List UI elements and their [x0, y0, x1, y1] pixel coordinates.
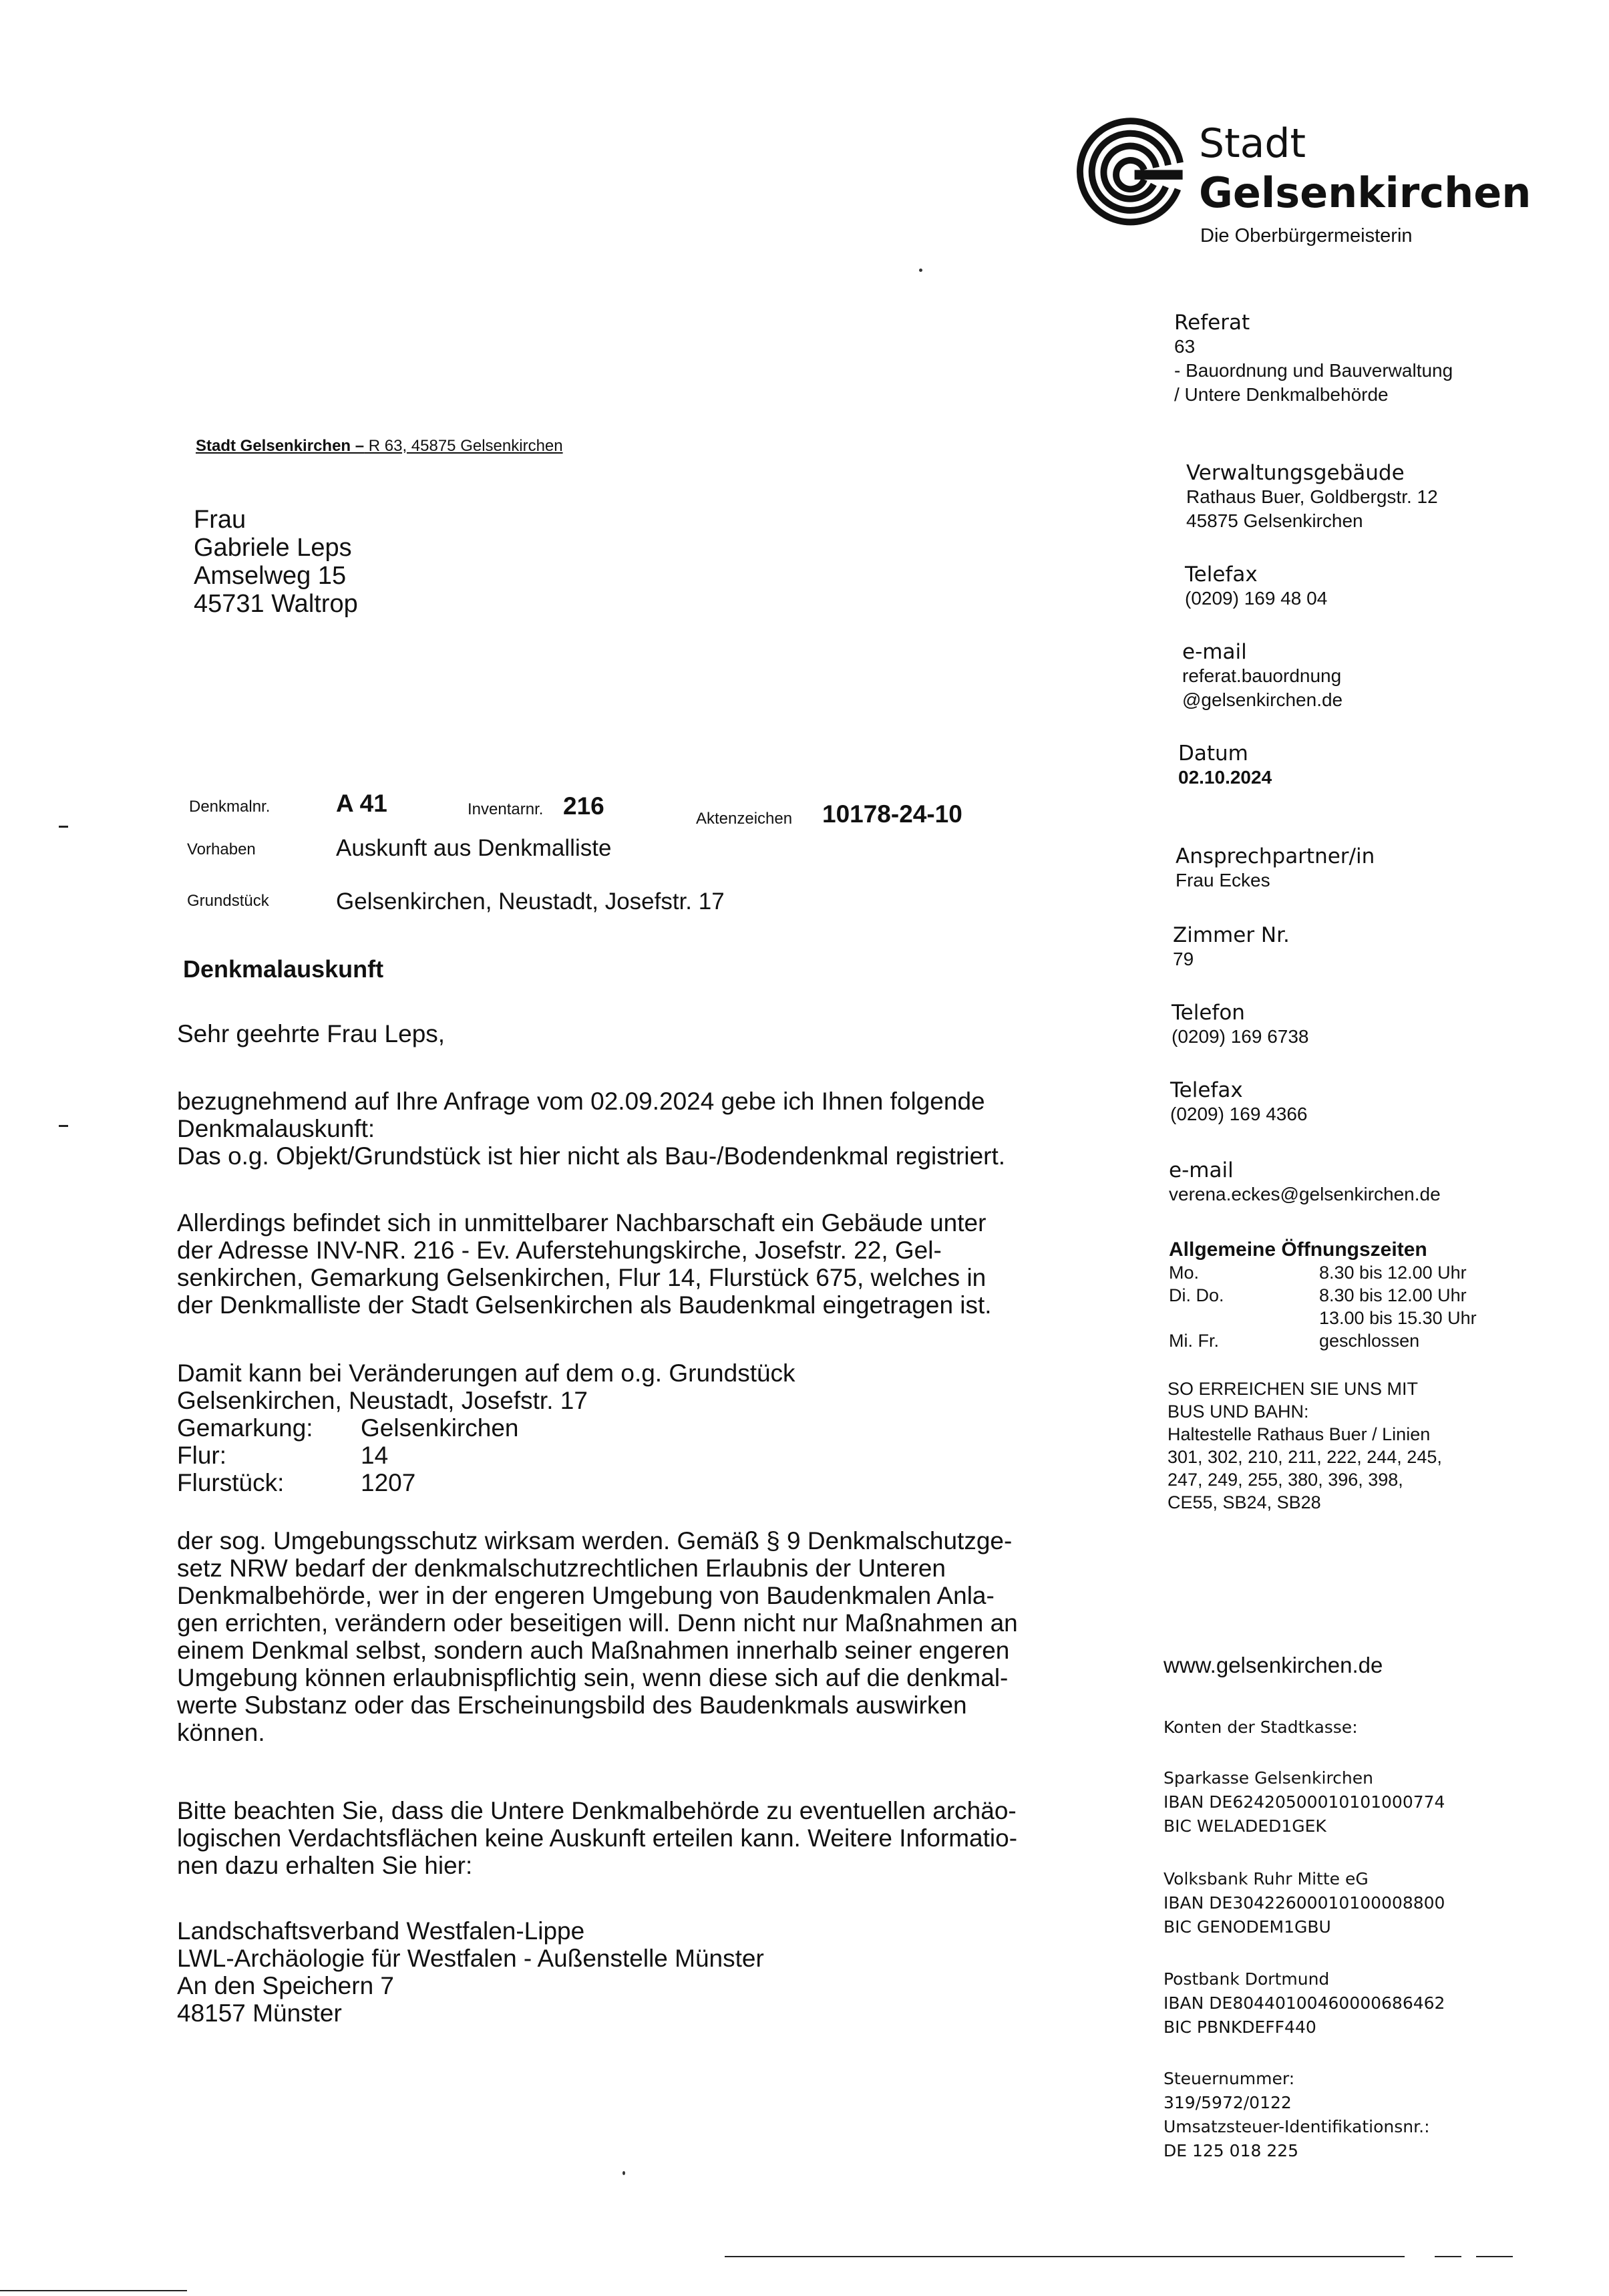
subject-heading: Denkmalauskunft: [183, 955, 384, 983]
text-line: Allerdings befindet sich in unmittelbarer Nachbarschaft ein Gebäude unter: [177, 1209, 987, 1237]
sidebar-contact: [1176, 844, 1375, 892]
text-line: nen dazu erhalten Sie hier:: [177, 1852, 473, 1879]
paragraph-1: [177, 1088, 1069, 1170]
sidebar-fax1: [1185, 562, 1327, 611]
sidebar-room: [1173, 923, 1290, 971]
bottom-rule: [0, 2290, 187, 2291]
email-label: e-mail: [1182, 640, 1247, 664]
address-line: LWL-Archäologie für Westfalen - Außenstelle Münster: [177, 1945, 764, 1972]
transit-line: CE55, SB24, SB28: [1168, 1492, 1321, 1512]
contact-label: Ansprechpartner/in: [1176, 844, 1375, 868]
parcel-row: [177, 1442, 1069, 1469]
sidebar-building: [1186, 461, 1438, 533]
bank-name: Postbank Dortmund: [1164, 1969, 1330, 1989]
date-label: Datum: [1178, 742, 1248, 766]
logo-city-name: Gelsenkirchen: [1199, 168, 1532, 217]
text-line: der sog. Umgebungsschutz wirksam werden. Gemäß § 9 Denkmalschutzge-: [177, 1527, 1013, 1554]
denkmalnr-label: Denkmalnr.: [189, 798, 271, 816]
email-line: @gelsenkirchen.de: [1182, 689, 1343, 710]
text-line: der Adresse INV-NR. 216 - Ev. Auferstehungskirche, Josefstr. 22, Gel-: [177, 1237, 942, 1264]
bank-sparkasse: [1164, 1766, 1445, 1838]
opening-hours: [1169, 1239, 1477, 1352]
room-label: Zimmer Nr.: [1173, 923, 1290, 947]
aktenzeichen-label: Aktenzeichen: [696, 810, 793, 828]
tax-label: Steuernummer:: [1164, 2069, 1295, 2088]
city-logo-icon: [1072, 112, 1192, 232]
inventarnr-value: 216: [563, 792, 604, 820]
hours-time: 8.30 bis 12.00 Uhr: [1319, 1263, 1467, 1283]
hours-time: geschlossen: [1319, 1331, 1420, 1351]
date-value: 02.10.2024: [1178, 767, 1272, 788]
bank-iban: IBAN DE80440100460000686462: [1164, 1993, 1445, 2013]
bottom-rule: [1476, 2256, 1513, 2257]
bank-iban: IBAN DE30422600010100008800: [1164, 1893, 1445, 1913]
recipient-line: Frau: [194, 506, 246, 534]
bank-iban: IBAN DE62420500010101000774: [1164, 1792, 1445, 1812]
fax-value: (0209) 169 48 04: [1185, 588, 1328, 609]
denkmalnr-value: A 41: [336, 790, 387, 817]
logo-stadt: Stadt: [1199, 120, 1306, 167]
grundstueck-value: Gelsenkirchen, Neustadt, Josefstr. 17: [336, 888, 725, 915]
text-line: logischen Verdachtsflächen keine Auskunft erteilen kann. Weitere Informatio-: [177, 1824, 1018, 1852]
hours-time: 8.30 bis 12.00 Uhr: [1319, 1285, 1467, 1305]
hours-row: [1169, 1307, 1477, 1329]
fold-mark: [59, 826, 68, 828]
bank-bic: BIC WELADED1GEK: [1164, 1816, 1326, 1836]
parcel-key: Flur:: [177, 1442, 226, 1469]
email-label: e-mail: [1169, 1158, 1234, 1182]
text-line: der Denkmalliste der Stadt Gelsenkirchen als Baudenkmal eingetragen ist.: [177, 1291, 992, 1319]
referat-line: - Bauordnung und Bauverwaltung: [1174, 360, 1453, 381]
sender-rest: R 63, 45875 Gelsenkirchen: [364, 437, 563, 455]
text-line: Damit kann bei Veränderungen auf dem o.g. Grundstück: [177, 1359, 795, 1387]
transit-info: [1168, 1377, 1528, 1514]
bank-postbank: [1164, 1967, 1445, 2039]
sidebar-date: [1178, 742, 1272, 790]
transit-line: 301, 302, 210, 211, 222, 244, 245,: [1168, 1447, 1442, 1467]
text-line: einem Denkmal selbst, sondern auch Maßnahmen innerhalb seiner engeren: [177, 1637, 1010, 1664]
hours-day: Mo.: [1169, 1263, 1200, 1283]
fax-label: Telefax: [1170, 1078, 1243, 1102]
recipient-line: Gabriele Leps: [194, 534, 352, 562]
transit-line: SO ERREICHEN SIE UNS MIT: [1168, 1379, 1419, 1399]
logo-text: [1199, 120, 1531, 253]
parcel-value: 1207: [361, 1469, 416, 1496]
hours-title: Allgemeine Öffnungszeiten: [1169, 1239, 1427, 1261]
transit-line: BUS UND BAHN:: [1168, 1402, 1309, 1422]
scan-speck: [622, 2171, 625, 2175]
parcel-row: [177, 1469, 1069, 1496]
vorhaben-label: Vorhaben: [187, 840, 256, 858]
building-line: 45875 Gelsenkirchen: [1186, 510, 1363, 531]
vat-value: DE 125 018 225: [1164, 2141, 1299, 2160]
parcel-key: Flurstück:: [177, 1469, 285, 1496]
text-line: Das o.g. Objekt/Grundstück ist hier nicht als Bau-/Bodendenkmal registriert.: [177, 1142, 1006, 1170]
recipient-address: [194, 506, 358, 618]
bank-bic: BIC PBNKDEFF440: [1164, 2017, 1316, 2037]
tax-value: 319/5972/0122: [1164, 2093, 1292, 2112]
konten-label: Konten der Stadtkasse:: [1164, 1717, 1358, 1737]
phone-label: Telefon: [1172, 1001, 1245, 1025]
bottom-rule: [725, 2256, 1405, 2257]
text-line: Gelsenkirchen, Neustadt, Josefstr. 17: [177, 1387, 588, 1414]
hours-row: [1169, 1261, 1477, 1284]
parcel-value: Gelsenkirchen: [361, 1414, 519, 1442]
text-line: Denkmalbehörde, wer in der engeren Umgebung von Baudenkmalen Anla-: [177, 1582, 995, 1609]
paragraph-5: [177, 1797, 1069, 1879]
hours-table: [1169, 1261, 1477, 1352]
text-line: Bitte beachten Sie, dass die Untere Denkmalbehörde zu eventuellen archäo-: [177, 1797, 1017, 1824]
phone-value: (0209) 169 6738: [1172, 1026, 1309, 1047]
hours-day: [1169, 1307, 1319, 1329]
text-line: setz NRW bedarf der denkmalschutzrechtlichen Erlaubnis der Unteren: [177, 1554, 946, 1582]
sidebar-phone: [1172, 1001, 1309, 1049]
bank-name: Sparkasse Gelsenkirchen: [1164, 1768, 1373, 1788]
grundstueck-label: Grundstück: [187, 892, 269, 910]
bank-name: Volksbank Ruhr Mitte eG: [1164, 1869, 1369, 1889]
vat-label: Umsatzsteuer-Identifikationsnr.:: [1164, 2117, 1430, 2136]
text-line: können.: [177, 1719, 265, 1746]
aktenzeichen-value: 10178-24-10: [822, 800, 962, 828]
bank-volksbank: [1164, 1867, 1445, 1939]
logo-subtitle: Die Oberbürgermeisterin: [1200, 225, 1413, 247]
lwl-address: [177, 1917, 1069, 2027]
room-value: 79: [1173, 949, 1194, 969]
referat-line: 63: [1174, 336, 1196, 357]
paragraph-2: [177, 1209, 1069, 1319]
paragraph-4: [177, 1527, 1069, 1746]
email-value: verena.eckes@gelsenkirchen.de: [1169, 1184, 1441, 1204]
transit-line: Haltestelle Rathaus Buer / Linien: [1168, 1424, 1431, 1444]
text-line: gen errichten, verändern oder beseitigen will. Denn nicht nur Maßnahmen an: [177, 1609, 1018, 1637]
fold-mark: [59, 1125, 68, 1127]
sender-bold: Stadt Gelsenkirchen –: [196, 437, 365, 455]
bank-bic: BIC GENODEM1GBU: [1164, 1917, 1331, 1937]
building-label: Verwaltungsgebäude: [1186, 461, 1405, 485]
referat-line: / Untere Denkmalbehörde: [1174, 384, 1389, 405]
hours-row: [1169, 1284, 1477, 1307]
sidebar-email1: [1182, 640, 1343, 712]
sender-return-address: [196, 437, 563, 456]
fax-label: Telefax: [1185, 562, 1258, 587]
hours-row: [1169, 1329, 1477, 1352]
email-line: referat.bauordnung: [1182, 665, 1342, 686]
text-line: Denkmalauskunft:: [177, 1115, 375, 1142]
text-line: bezugnehmend auf Ihre Anfrage vom 02.09.2024 gebe ich Ihnen folgende: [177, 1088, 985, 1115]
hours-time: 13.00 bis 15.30 Uhr: [1319, 1308, 1477, 1328]
scan-speck: [919, 269, 922, 272]
salutation: Sehr geehrte Frau Leps,: [177, 1020, 445, 1047]
parcel-row: [177, 1414, 1069, 1442]
sidebar-email2: [1169, 1158, 1441, 1206]
vorhaben-value: Auskunft aus Denkmalliste: [336, 835, 612, 861]
contact-value: Frau Eckes: [1176, 870, 1270, 890]
inventarnr-label: Inventarnr.: [468, 800, 544, 818]
hours-day: Di. Do.: [1169, 1285, 1224, 1305]
address-line: Landschaftsverband Westfalen-Lippe: [177, 1917, 585, 1945]
recipient-line: 45731 Waltrop: [194, 590, 358, 618]
bottom-rule: [1435, 2256, 1461, 2257]
parcel-key: Gemarkung:: [177, 1414, 313, 1442]
text-line: werte Substanz oder das Erscheinungsbild des Baudenkmals auswirken: [177, 1691, 967, 1719]
transit-line: 247, 249, 255, 380, 396, 398,: [1168, 1470, 1403, 1490]
text-line: senkirchen, Gemarkung Gelsenkirchen, Flur 14, Flurstück 675, welches in: [177, 1264, 987, 1291]
recipient-line: Amselweg 15: [194, 562, 347, 590]
address-line: An den Speichern 7: [177, 1972, 395, 1999]
text-line: Umgebung können erlaubnispflichtig sein, wenn diese sich auf die denkmal-: [177, 1664, 1009, 1691]
paragraph-3: [177, 1359, 1069, 1496]
address-line: 48157 Münster: [177, 1999, 342, 2027]
referat-label: Referat: [1174, 311, 1250, 335]
tax-info: [1164, 2067, 1430, 2163]
website-link[interactable]: www.gelsenkirchen.de: [1164, 1653, 1383, 1677]
building-line: Rathaus Buer, Goldbergstr. 12: [1186, 486, 1438, 507]
sidebar-fax2: [1170, 1078, 1308, 1126]
fax-value: (0209) 169 4366: [1170, 1104, 1308, 1124]
parcel-value: 14: [361, 1442, 389, 1469]
hours-day: Mi. Fr.: [1169, 1331, 1219, 1351]
sidebar-referat: [1174, 311, 1453, 407]
